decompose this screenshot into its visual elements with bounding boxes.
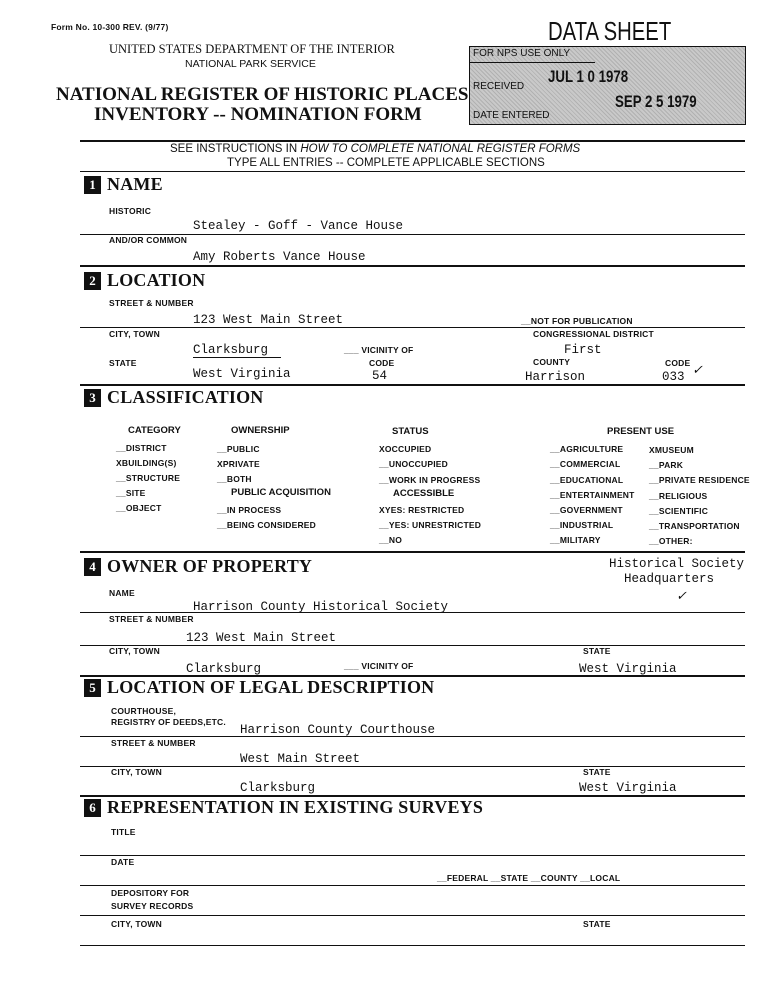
county-code-label: CODE [665, 358, 691, 368]
data-sheet-stamp: DATA SHEET [548, 16, 672, 46]
city-value[interactable]: Clarksburg [193, 343, 269, 357]
county-value[interactable]: Harrison [525, 370, 586, 384]
section-3-title: CLASSIFICATION [107, 387, 264, 407]
owner-name-value[interactable]: Harrison County Historical Society [193, 600, 449, 614]
instructions-line1: SEE INSTRUCTIONS IN HOW TO COMPLETE NATIONAL REGISTER FORMS [170, 143, 581, 155]
owner-name-label: NAME [109, 588, 135, 598]
legal-city-label: CITY, TOWN [111, 767, 162, 777]
ownership-private[interactable]: XPRIVATE [217, 459, 260, 469]
survey-state-label: STATE [583, 919, 611, 929]
category-district[interactable]: __DISTRICT [116, 443, 167, 453]
courthouse-label: COURTHOUSE, [111, 706, 177, 716]
survey-date-label: DATE [111, 857, 135, 867]
congressional-district-label: CONGRESSIONAL DISTRICT [533, 329, 654, 339]
survey-level-options[interactable]: __FEDERAL __STATE __COUNTY __LOCAL [437, 873, 621, 883]
use-government[interactable]: __GOVERNMENT [550, 505, 623, 515]
historic-label: HISTORIC [109, 206, 152, 216]
use-educational[interactable]: __EDUCATIONAL [550, 475, 624, 485]
state-code-value[interactable]: 54 [372, 369, 388, 383]
survey-city-label: CITY, TOWN [111, 919, 162, 929]
date-entered-label: DATE ENTERED [473, 110, 550, 121]
form-title-line1: NATIONAL REGISTER OF HISTORIC PLACES [56, 84, 469, 105]
accessible-restricted[interactable]: XYES: RESTRICTED [379, 505, 465, 515]
acquisition-being-considered[interactable]: __BEING CONSIDERED [217, 520, 317, 530]
section-3-number: 3 [84, 389, 101, 407]
section-6-title: REPRESENTATION IN EXISTING SURVEYS [107, 797, 484, 817]
not-for-publication[interactable]: __NOT FOR PUBLICATION [521, 316, 633, 326]
status-work-in-progress[interactable]: __WORK IN PROGRESS [379, 475, 481, 485]
section-6-number: 6 [84, 799, 101, 817]
ownership-header: OWNERSHIP [231, 425, 290, 436]
courthouse-value[interactable]: Harrison County Courthouse [240, 723, 436, 737]
owner-street-label: STREET & NUMBER [109, 614, 194, 624]
use-religious[interactable]: __RELIGIOUS [649, 491, 708, 501]
form-title-line2: INVENTORY -- NOMINATION FORM [94, 104, 422, 125]
legal-state-value[interactable]: West Virginia [579, 781, 677, 795]
section-2-title: LOCATION [107, 270, 206, 290]
nps-use-label: FOR NPS USE ONLY [473, 48, 571, 59]
owner-note-line2: Headquarters [624, 572, 715, 586]
received-date: JUL 1 0 1978 [548, 67, 629, 86]
owner-city-value[interactable]: Clarksburg [186, 662, 262, 676]
public-acquisition-header: PUBLIC ACQUISITION [231, 487, 331, 498]
common-name-label: AND/OR COMMON [109, 235, 188, 245]
department-name: UNITED STATES DEPARTMENT OF THE INTERIOR [109, 42, 395, 56]
acquisition-in-process[interactable]: __IN PROCESS [217, 505, 282, 515]
owner-street-value[interactable]: 123 West Main Street [186, 631, 337, 645]
county-label: COUNTY [533, 357, 571, 367]
use-agriculture[interactable]: __AGRICULTURE [550, 444, 624, 454]
state-label: STATE [109, 358, 137, 368]
owner-vicinity-of[interactable]: ___ VICINITY OF [344, 661, 414, 671]
code-label: CODE [369, 358, 395, 368]
section-5-title: LOCATION OF LEGAL DESCRIPTION [107, 677, 435, 697]
ownership-public[interactable]: __PUBLIC [217, 444, 260, 454]
category-header: CATEGORY [128, 425, 181, 436]
section-1-number: 1 [84, 176, 101, 194]
use-other[interactable]: __OTHER: [649, 536, 693, 546]
congressional-district-value[interactable]: First [564, 343, 602, 357]
use-private-residence[interactable]: __PRIVATE RESIDENCE [649, 475, 750, 485]
street-number-label: STREET & NUMBER [109, 298, 194, 308]
legal-street-value[interactable]: West Main Street [240, 752, 361, 766]
status-unoccupied[interactable]: __UNOCCUPIED [379, 459, 448, 469]
legal-street-label: STREET & NUMBER [111, 738, 196, 748]
received-label: RECEIVED [473, 81, 525, 92]
status-occupied[interactable]: XOCCUPIED [379, 444, 432, 454]
section-4-number: 4 [84, 558, 101, 576]
city-town-label: CITY, TOWN [109, 329, 160, 339]
vicinity-of[interactable]: ___ VICINITY OF [344, 345, 414, 355]
status-header: STATUS [392, 426, 429, 437]
legal-city-value[interactable]: Clarksburg [240, 781, 316, 795]
present-use-header: PRESENT USE [607, 426, 675, 437]
checkmark-icon: ✓ [676, 588, 687, 603]
category-site[interactable]: __SITE [116, 488, 146, 498]
owner-state-label: STATE [583, 646, 611, 656]
instructions-line2: TYPE ALL ENTRIES -- COMPLETE APPLICABLE SECTIONS [227, 157, 545, 169]
checkmark-icon: ✓ [692, 362, 703, 377]
common-name-value[interactable]: Amy Roberts Vance House [193, 250, 366, 264]
depository-label-line2: SURVEY RECORDS [111, 901, 194, 911]
accessible-unrestricted[interactable]: __YES: UNRESTRICTED [379, 520, 482, 530]
historic-name-value[interactable]: Stealey - Goff - Vance House [193, 219, 404, 233]
use-scientific[interactable]: __SCIENTIFIC [649, 506, 709, 516]
use-museum[interactable]: XMUSEUM [649, 445, 694, 455]
section-1-title: NAME [107, 174, 163, 194]
section-5-number: 5 [84, 679, 101, 697]
state-value[interactable]: West Virginia [193, 367, 291, 381]
service-name: NATIONAL PARK SERVICE [185, 58, 316, 70]
use-transportation[interactable]: __TRANSPORTATION [649, 521, 740, 531]
date-entered-value: SEP 2 5 1979 [615, 92, 697, 111]
use-park[interactable]: __PARK [649, 460, 684, 470]
section-4-title: OWNER OF PROPERTY [107, 556, 313, 576]
depository-label-line1: DEPOSITORY FOR [111, 888, 190, 898]
county-code-value[interactable]: 033 [662, 370, 685, 384]
owner-city-label: CITY, TOWN [109, 646, 160, 656]
use-industrial[interactable]: __INDUSTRIAL [550, 520, 614, 530]
owner-note-line1: Historical Society [609, 557, 745, 571]
use-entertainment[interactable]: __ENTERTAINMENT [550, 490, 635, 500]
survey-title-label: TITLE [111, 827, 136, 837]
use-commercial[interactable]: __COMMERCIAL [550, 459, 621, 469]
category-buildings[interactable]: XBUILDING(S) [116, 458, 177, 468]
section-2-number: 2 [84, 272, 101, 290]
ownership-both[interactable]: __BOTH [217, 474, 252, 484]
legal-state-label: STATE [583, 767, 611, 777]
use-military[interactable]: __MILITARY [550, 535, 601, 545]
category-object[interactable]: __OBJECT [116, 503, 162, 513]
accessible-header: ACCESSIBLE [393, 488, 455, 499]
form-number: Form No. 10-300 REV. (9/77) [51, 22, 169, 32]
owner-state-value[interactable]: West Virginia [579, 662, 677, 676]
category-structure[interactable]: __STRUCTURE [116, 473, 181, 483]
registry-label: REGISTRY OF DEEDS,ETC. [111, 717, 226, 727]
street-value[interactable]: 123 West Main Street [193, 313, 344, 327]
accessible-no[interactable]: __NO [379, 535, 403, 545]
